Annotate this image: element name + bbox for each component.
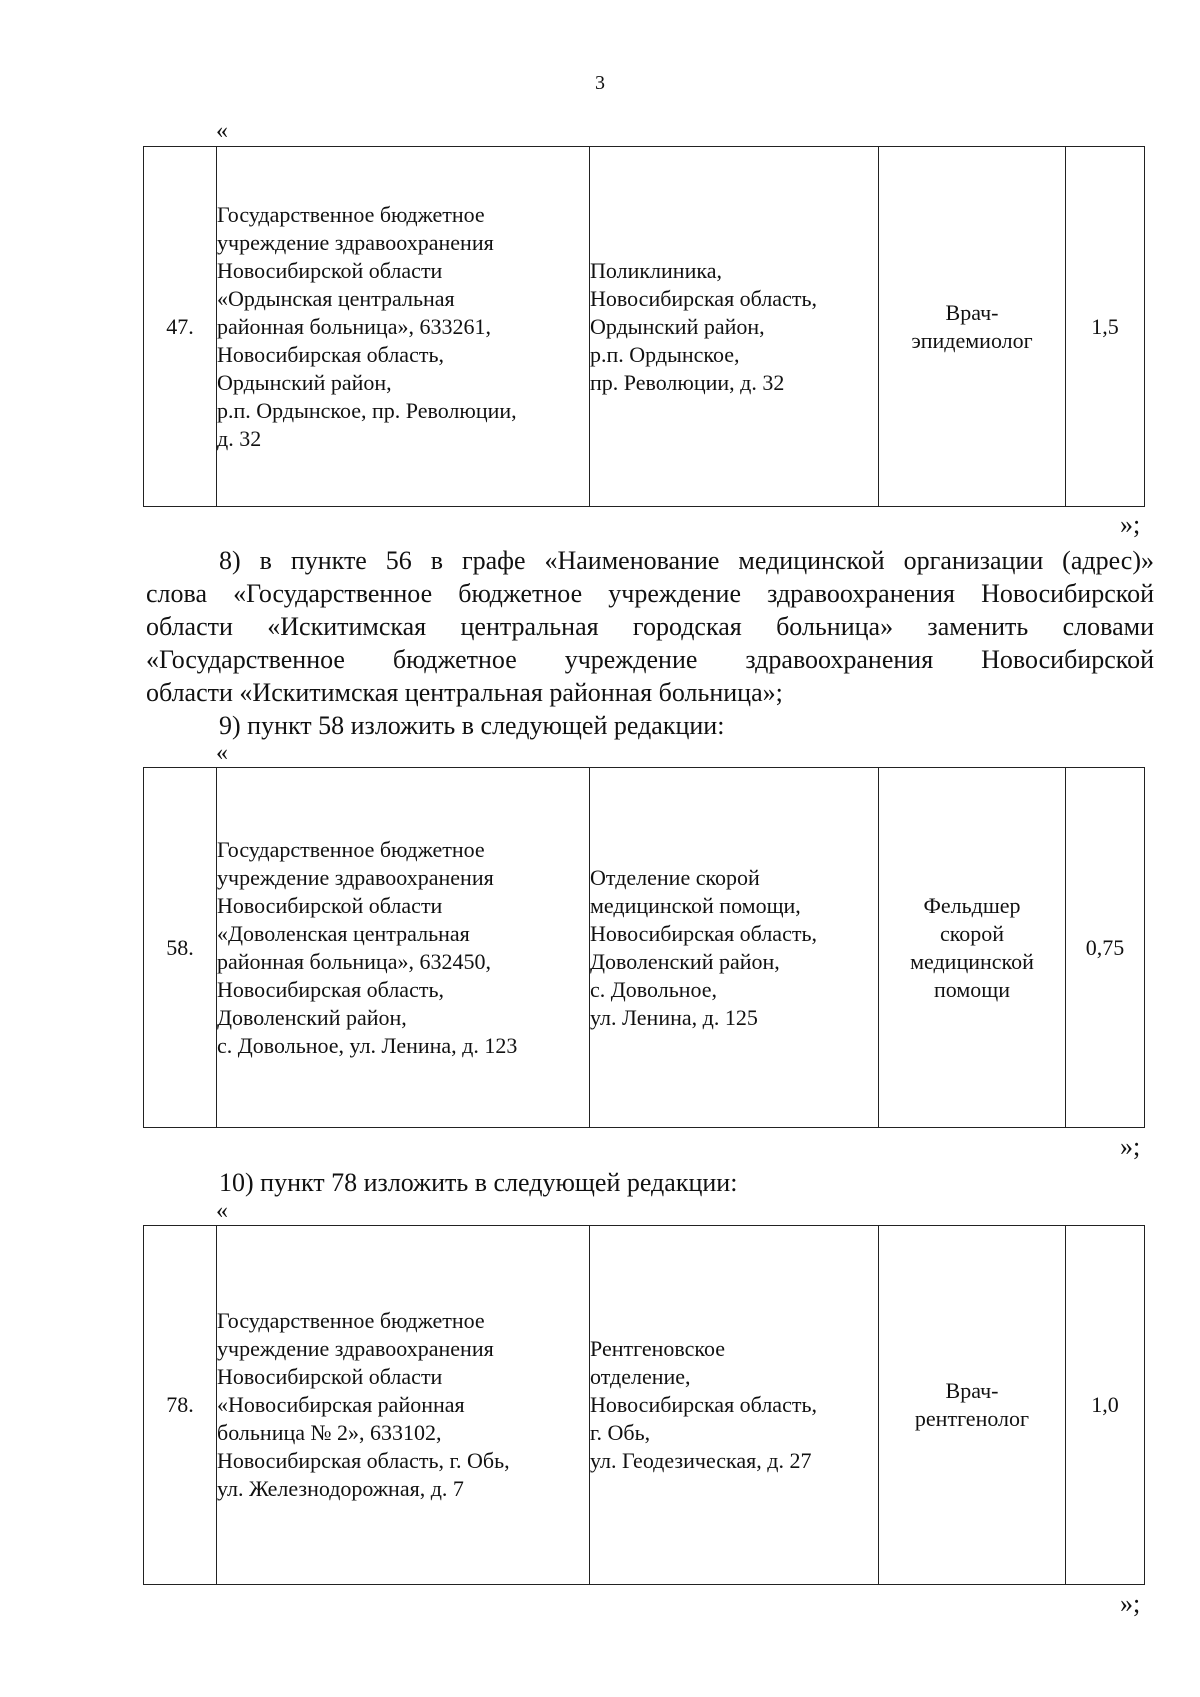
place-cell [590,768,879,1128]
place-line: медицинской помощи, [590,892,801,918]
paragraph-line: слова «Государственное бюджетное учреждение здравоохранения Новосибирской [146,579,1154,608]
row-number-cell: 47. [144,147,217,507]
place-line: р.п. Ордынское, [590,341,740,367]
position-line: Фельдшер [923,892,1021,918]
position-cell [879,1226,1066,1585]
org-line: Государственное бюджетное [217,201,485,227]
place-cell [590,147,879,507]
org-line: с. Довольное, ул. Ленина, д. 123 [217,1032,518,1058]
org-line: д. 32 [217,425,262,451]
org-line: Новосибирская область, [217,976,444,1002]
table-row-78 [143,1225,1145,1585]
paragraph-line: 9) пункт 58 изложить в следующей редакции: [219,711,725,740]
paragraph-9 [146,709,1154,742]
paragraph-8 [146,544,1154,709]
place-line: Новосибирская область, [590,920,817,946]
position-line: рентгенолог [914,1406,1030,1431]
org-line: Новосибирской области [217,1364,443,1389]
table-row-47 [143,146,1145,507]
organization-cell [217,147,590,507]
org-line: Новосибирская область, г. Обь, [217,1448,510,1473]
org-line: Государственное бюджетное [217,836,485,862]
page-number: 3 [595,72,605,94]
organization-cell [217,1226,590,1585]
row-number-cell: 78. [144,1226,217,1585]
position-line: Врач- [945,1378,999,1403]
org-line: Доволенский район, [217,1004,407,1030]
table-row-58 [143,767,1145,1128]
place-line: Рентгеновское [590,1336,725,1361]
paragraph-line: области «Искитимская центральная районная больница»; [146,678,783,707]
org-line: Новосибирская область, [217,341,444,367]
place-line: Новосибирская область, [590,285,817,311]
rate-cell: 1,0 [1066,1226,1145,1585]
org-line: «Доволенская центральная [217,920,470,946]
org-line: учреждение здравоохранения [217,1336,494,1361]
org-line: больница № 2», 633102, [217,1420,442,1445]
opening-quote: « [216,740,228,766]
position-cell [879,147,1066,507]
org-line: Новосибирской области [217,892,443,918]
position-line: медицинской [910,948,1034,974]
org-line: «Новосибирская районная [217,1392,465,1417]
org-line: ул. Железнодорожная, д. 7 [217,1476,464,1501]
org-line: р.п. Ордынское, пр. Революции, [217,397,517,423]
place-line: с. Довольное, [590,976,718,1002]
org-line: учреждение здравоохранения [217,864,494,890]
opening-quote: « [216,118,228,144]
position-cell [879,768,1066,1128]
place-line: Новосибирская область, [590,1392,817,1417]
opening-quote: « [216,1198,228,1224]
place-cell [590,1226,879,1585]
closing-quote: »; [1120,1589,1141,1618]
closing-quote: »; [1120,510,1141,539]
org-line: районная больница», 633261, [217,313,491,339]
rate-cell: 1,5 [1066,147,1145,507]
paragraph-line: области «Искитимская центральная городская больница» заменить словами [146,612,1154,641]
org-line: «Ордынская центральная [217,285,455,311]
place-line: ул. Ленина, д. 125 [590,1004,758,1030]
paragraph-10 [146,1166,1154,1199]
paragraph-line: 10) пункт 78 изложить в следующей редакции: [219,1168,738,1197]
org-line: районная больница», 632450, [217,948,491,974]
org-line: учреждение здравоохранения [217,229,494,255]
place-line: пр. Революции, д. 32 [590,369,785,395]
org-line: Новосибирской области [217,257,443,283]
closing-quote: »; [1120,1132,1141,1161]
paragraph-line: 8) в пункте 56 в графе «Наименование медицинской организации (адрес)» [219,546,1154,575]
place-line: г. Обь, [590,1420,651,1445]
organization-cell [217,768,590,1128]
position-line: Врач- [945,299,999,325]
place-line: Доволенский район, [590,948,780,974]
paragraph-line: «Государственное бюджетное учреждение здравоохранения Новосибирской [146,645,1154,674]
place-line: Отделение скорой [590,864,760,890]
row-number-cell: 58. [144,768,217,1128]
rate-cell: 0,75 [1066,768,1145,1128]
org-line: Ордынский район, [217,369,392,395]
place-line: отделение, [590,1364,691,1389]
org-line: Государственное бюджетное [217,1308,485,1333]
position-line: эпидемиолог [911,327,1033,353]
position-line: помощи [934,976,1010,1002]
place-line: Ордынский район, [590,313,765,339]
place-line: ул. Геодезическая, д. 27 [590,1448,812,1473]
place-line: Поликлиника, [590,257,722,283]
position-line: скорой [939,920,1005,946]
